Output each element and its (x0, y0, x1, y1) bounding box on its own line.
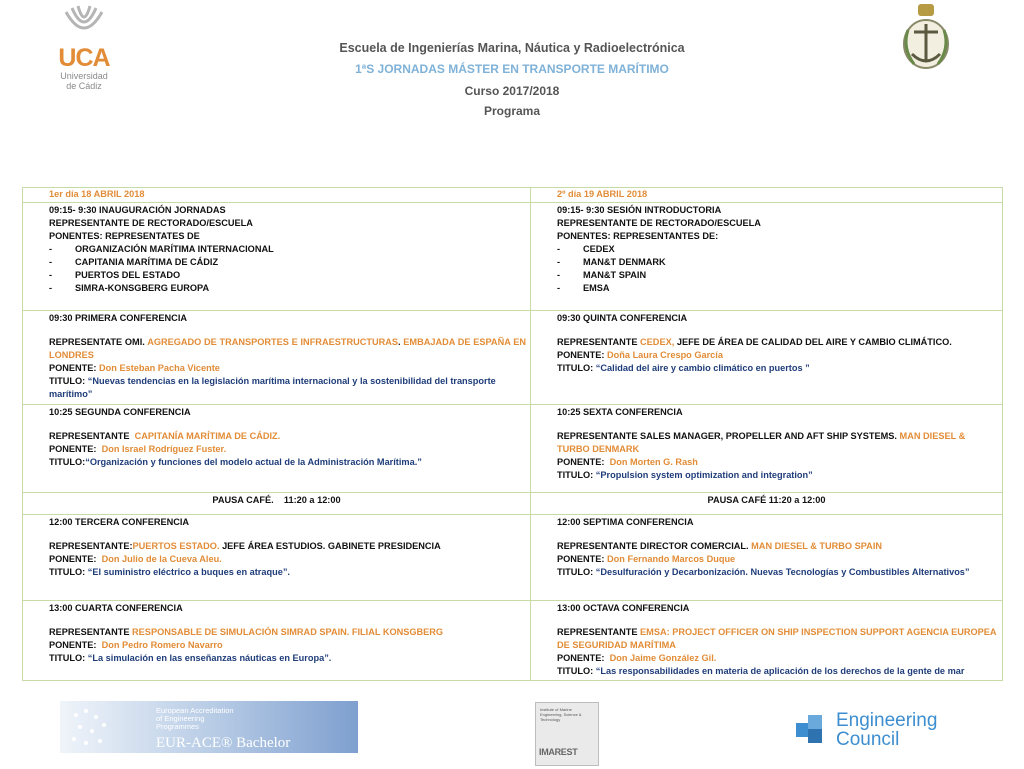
conf6-titulo: TITULO: “Propulsion system optimization and integration” (557, 470, 813, 480)
list-item: - CAPITANIA MARÍTIMA DE CÁDIZ (49, 257, 219, 267)
conf3-rep: REPRESENTANTE:PUERTOS ESTADO. JEFE ÁREA ESTUDIOS. GABINETE PRESIDENCIA (49, 541, 441, 551)
engineering-council-text: Engineering Council (836, 710, 938, 750)
table-row-1300 (23, 601, 1003, 681)
intro-right-time: 09:15- 9:30 SESIÓN INTRODUCTORIA (557, 205, 722, 215)
conf4-rep: REPRESENTANTE RESPONSABLE DE SIMULACIÓN SIMRAD SPAIN. FILIAL KONSGBERG (49, 627, 444, 637)
school-title: Escuela de Ingenierías Marina, Náutica y Radioelectrónica (339, 41, 685, 55)
conf7-cell (531, 515, 1003, 601)
uca-sub1: Universidad (60, 71, 108, 81)
uca-sub2: de Cádiz (66, 81, 102, 91)
pausa-right: PAUSA CAFÉ 11:20 a 12:00 (531, 493, 1003, 515)
conf1-rep: REPRESENTATE OMI. AGREGADO DE TRANSPORTES E INFRAESTRUCTURAS. EMBAJADA DE ESPAÑA EN LONDRES (49, 337, 526, 360)
table-row-0930 (23, 311, 1003, 405)
list-item: - ORGANIZACIÓN MARÍTIMA INTERNACIONAL (49, 244, 274, 254)
conf3-cell (23, 515, 531, 601)
conf5-rep: REPRESENTANTE CEDEX, JEFE DE ÁREA DE CALIDAD DEL AIRE Y CAMBIO CLIMÁTICO. (557, 337, 952, 347)
conf7-titulo: TITULO: “Desulfuración y Decarbonización. Nuevas Tecnologías y Combustibles Alternativos” (557, 567, 970, 577)
conf6-time: 10:25 SEXTA CONFERENCIA (557, 407, 683, 417)
conf4-time: 13:00 CUARTA CONFERENCIA (49, 603, 183, 613)
eur-ace-title: EUR-ACE® Bachelor (156, 735, 291, 751)
conf1-titulo: TITULO: “Nuevas tendencias en la legislación marítima internacional y la sostenibilidad del transporte marítimo” (49, 376, 496, 399)
intro-right (531, 203, 1003, 311)
pausa-left: PAUSA CAFÉ. 11:20 a 12:00 (23, 493, 531, 515)
uca-wordmark: UCA (58, 44, 110, 72)
conf6-rep: REPRESENTANTE SALES MANAGER, PROPELLER AND AFT SHIP SYSTEMS. MAN DIESEL & TURBO DENMARK (557, 431, 966, 454)
conf8-rep: REPRESENTANTE EMSA: PROJECT OFFICER ON SHIP INSPECTION SUPPORT AGENCIA EUROPEA DE SEGURIDAD MARÍTIMA (557, 627, 997, 650)
intro-right-ponentes: PONENTES: REPRESENTANTES DE: (557, 231, 719, 241)
engineering-council-squares-icon (796, 715, 826, 745)
uca-emblem-icon (62, 4, 106, 44)
imarest-logo (535, 702, 599, 766)
conf2-titulo: TITULO:“Organización y funciones del modelo actual de la Administración Marítima.” (49, 457, 422, 467)
day-left: 1er día 18 ABRIL 2018 (23, 188, 531, 203)
table-row-intro (23, 203, 1003, 311)
list-item: - CEDEX (557, 244, 615, 254)
eur-ace-logo (60, 701, 358, 753)
list-item: - PUERTOS DEL ESTADO (49, 270, 181, 280)
engineering-council-logo (796, 710, 956, 753)
intro-left-time: 09:15- 9:30 INAUGURACIÓN JORNADAS (49, 205, 226, 215)
course-year: Curso 2017/2018 (464, 84, 560, 98)
conf4-cell (23, 601, 531, 681)
conf3-time: 12:00 TERCERA CONFERENCIA (49, 517, 190, 527)
eur-ace-text: European Accreditation of Engineering Programmes (156, 706, 234, 731)
conf5-time: 09:30 QUINTA CONFERENCIA (557, 313, 688, 323)
conf8-time: 13:00 OCTAVA CONFERENCIA (557, 603, 690, 613)
conf6-cell (531, 405, 1003, 493)
conf2-ponente: PONENTE: Don Israel Rodríguez Fuster. (49, 444, 227, 454)
program-table (22, 187, 1003, 681)
list-item: - SIMRA-KONSGBERG EUROPA (49, 283, 210, 293)
conf3-ponente: PONENTE: Don Julio de la Cueva Aleu. (49, 554, 222, 564)
conf7-time: 12:00 SEPTIMA CONFERENCIA (557, 517, 694, 527)
list-item: - MAN&T SPAIN (557, 270, 647, 280)
conf1-ponente: PONENTE: Don Esteban Pacha Vicente (49, 363, 220, 373)
imarest-text: Institute of Marine Engineering, Science & Technology (540, 707, 582, 722)
table-row-days (23, 188, 1003, 203)
conf1-cell (23, 311, 531, 405)
conf7-ponente: PONENTE: Don Fernando Marcos Duque (557, 554, 736, 564)
intro-right-rep: REPRESENTANTE DE RECTORADO/ESCUELA (557, 218, 761, 228)
day-right: 2º día 19 ABRIL 2018 (531, 188, 1003, 203)
conf3-titulo: TITULO: “El suministro eléctrico a buques en atraque”. (49, 567, 290, 577)
event-title: 1ªS JORNADAS MÁSTER EN TRANSPORTE MARÍTIMO (355, 62, 669, 76)
intro-left-rep: REPRESENTANTE DE RECTORADO/ESCUELA (49, 218, 253, 228)
conf5-cell (531, 311, 1003, 405)
list-item: - EMSA (557, 283, 610, 293)
conf5-titulo: TITULO: “Calidad del aire y cambio climático en puertos ” (557, 363, 810, 373)
conf4-ponente: PONENTE: Don Pedro Romero Navarro (49, 640, 223, 650)
conf6-ponente: PONENTE: Don Morten G. Rash (557, 457, 698, 467)
program-title: Programa (483, 104, 541, 118)
conf8-cell (531, 601, 1003, 681)
table-row-1025 (23, 405, 1003, 493)
conf8-titulo: TITULO: “Las responsabilidades en materia de aplicación de los derechos de la gente de mar (557, 666, 965, 676)
intro-left-ponentes: PONENTES: REPRESENTATES DE (49, 231, 200, 241)
table-row-pausa (23, 493, 1003, 515)
imarest-name: IMAREST (539, 747, 578, 757)
conf5-ponente: PONENTE: Doña Laura Crespo García (557, 350, 723, 360)
table-row-1200 (23, 515, 1003, 601)
eur-ace-stars-icon (66, 707, 136, 749)
conf8-ponente: PONENTE: Don Jaime González Gil. (557, 653, 717, 663)
list-item: - MAN&T DENMARK (557, 257, 666, 267)
conf2-cell (23, 405, 531, 493)
conf2-time: 10:25 SEGUNDA CONFERENCIA (49, 407, 191, 417)
intro-left (23, 203, 531, 311)
conf4-titulo: TITULO: “La simulación en las enseñanzas náuticas en Europa”. (49, 653, 332, 663)
conf7-rep: REPRESENTANTE DIRECTOR COMERCIAL. MAN DIESEL & TURBO SPAIN (557, 541, 883, 551)
conf2-rep: REPRESENTANTE CAPITANÍA MARÍTIMA DE CÁDIZ. (49, 431, 281, 441)
conf1-time: 09:30 PRIMERA CONFERENCIA (49, 313, 188, 323)
